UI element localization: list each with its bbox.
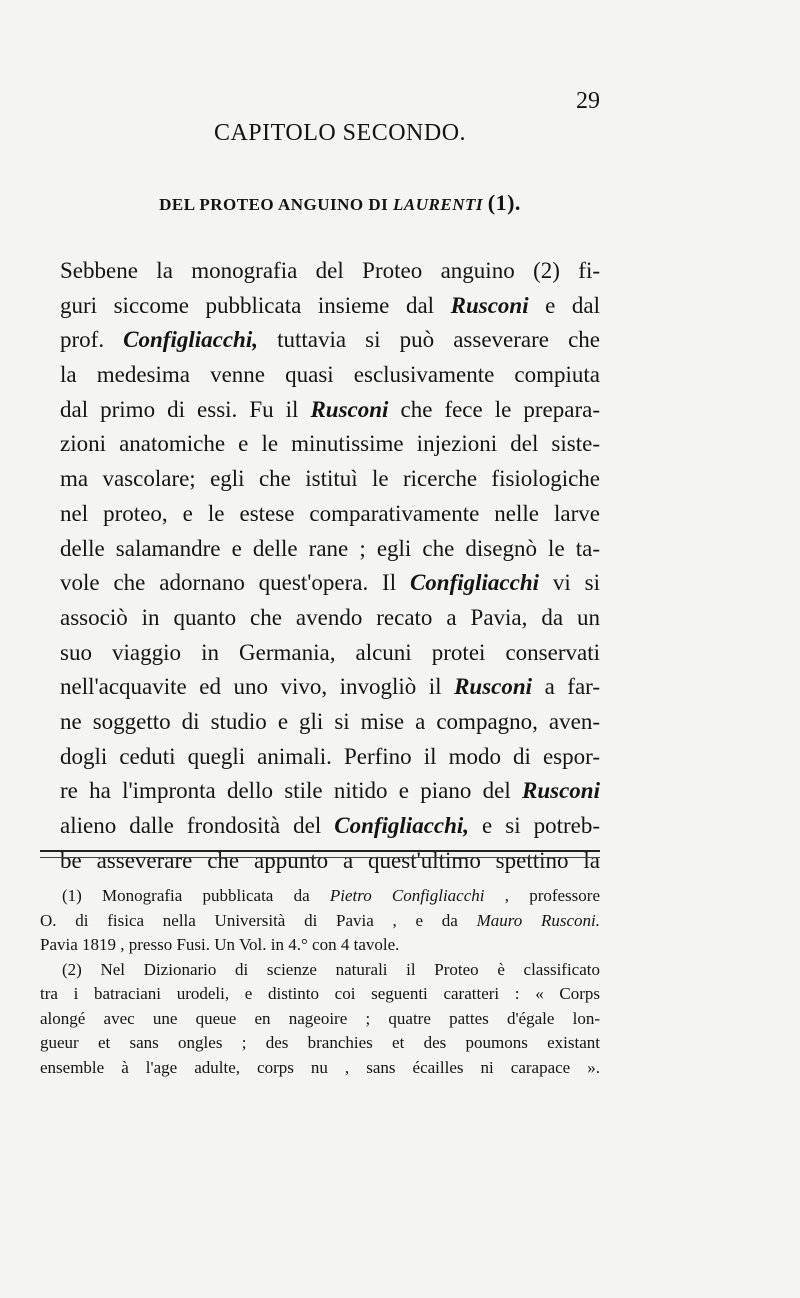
section-title-note-mark: (1).: [487, 190, 521, 215]
text-run: alieno dalle frondosità del: [60, 813, 335, 838]
text-run: e dal: [528, 292, 601, 318]
emphasized-text: Pietro Configliacchi: [329, 886, 485, 905]
body-line: [60, 566, 600, 601]
text-run: dogli ceduti quegli animali. Perfino il modo di espor-: [60, 743, 600, 769]
emphasized-text: Configliacchi,: [334, 813, 470, 838]
footnotes: [40, 884, 600, 1080]
emphasized-text: Rusconi: [310, 396, 389, 422]
footnote-line: [40, 909, 600, 934]
section-title-prefix: DEL PROTEO ANGUINO DI: [159, 195, 389, 214]
emphasized-text: Rusconi: [454, 674, 533, 700]
page-number: 29: [576, 88, 600, 114]
body-line: [60, 601, 600, 636]
text-run: Sebbene la monografia del Proteo anguino (2) fi-: [60, 258, 600, 283]
body-line: [60, 393, 600, 428]
body-line: [60, 670, 600, 705]
body-line: [60, 427, 600, 462]
body-line: [60, 740, 600, 775]
body-line: [60, 462, 600, 497]
text-run: alongé avec une queue en nageoire ; quatre pattes d'égale lon-: [40, 1008, 600, 1028]
footnote-line: [40, 933, 600, 958]
text-run: O. di fisica nella Università di Pavia , e da: [40, 910, 477, 930]
emphasized-text: Rusconi: [522, 778, 600, 804]
text-run: nel proteo, e le estese comparativamente nelle larve: [60, 500, 600, 526]
footnote-line: [40, 982, 600, 1007]
footnote: [40, 958, 600, 1081]
text-run: vole che adornano quest'opera. Il: [60, 570, 410, 596]
text-run: delle salamandre e delle rane ; egli che disegnò le ta-: [60, 535, 600, 561]
text-run: be asseverare che appunto a quest'ultimo spettino la: [60, 847, 600, 873]
footnote-divider: [40, 850, 600, 852]
emphasized-text: Mauro Rusconi.: [476, 910, 600, 930]
text-run: che fece le prepara-: [388, 396, 601, 422]
footnote-line: [40, 958, 600, 983]
text-run: (2) Nel Dizionario di scienze naturali il Proteo è classificato: [62, 959, 600, 979]
text-run: dal primo di essi. Fu il: [60, 396, 311, 422]
footnote: [40, 884, 600, 958]
text-run: re ha l'impronta dello stile nitido e piano del: [60, 778, 523, 804]
body-line: [60, 323, 600, 358]
text-run: Pavia 1819 , presso Fusi. Un Vol. in 4.° con 4 tavole.: [40, 935, 400, 954]
body-line: [60, 774, 600, 809]
footnote-line: [40, 1056, 600, 1081]
body-line: [60, 532, 600, 567]
text-run: zioni anatomiche e le minutissime injezioni del siste-: [60, 431, 600, 457]
body-line: [60, 497, 600, 532]
text-run: suo viaggio in Germania, alcuni protei conservati: [60, 639, 600, 665]
text-run: (1) Monografia pubblicata da: [62, 886, 330, 905]
body-line: [60, 254, 600, 289]
text-run: e si potreb-: [469, 813, 600, 838]
body-line: [60, 705, 600, 740]
body-line: [60, 636, 600, 671]
body-text: [60, 254, 600, 878]
text-run: tuttavia si può asseverare che: [257, 327, 600, 353]
section-title-name: LAURENTI: [393, 195, 483, 214]
text-run: ma vascolare; egli che istituì le ricerche fisiologiche: [60, 466, 600, 492]
chapter-title: CAPITOLO SECONDO.: [213, 120, 467, 146]
text-run: a far-: [532, 674, 601, 700]
text-run: gueur et sans ongles ; des branchies et des poumons existant: [40, 1033, 600, 1052]
emphasized-text: Rusconi: [450, 292, 529, 318]
footnote-line: [40, 884, 600, 909]
text-run: , professore: [484, 886, 600, 905]
footnote-divider-thin: [40, 857, 600, 858]
text-run: tra i batraciani urodeli, e distinto coi seguenti caratteri : « Corps: [40, 984, 600, 1003]
body-line: [60, 809, 600, 844]
text-run: vi si: [539, 570, 600, 596]
footnote-line: [40, 1007, 600, 1032]
text-run: prof.: [60, 327, 124, 353]
emphasized-text: Configliacchi: [409, 570, 540, 596]
text-run: associò in quanto che avendo recato a Pavia, da un: [60, 604, 600, 630]
body-line: [60, 289, 600, 324]
text-run: nell'acquavite ed uno vivo, invogliò il: [60, 674, 455, 700]
text-run: la medesima venne quasi esclusivamente compiuta: [60, 362, 600, 388]
section-title: [60, 190, 620, 216]
text-run: guri siccome pubblicata insieme dal: [60, 292, 451, 318]
body-line: [60, 844, 600, 879]
emphasized-text: Configliacchi,: [123, 327, 258, 353]
text-run: ne soggetto di studio e gli si mise a compagno, aven-: [60, 708, 600, 734]
body-line: [60, 358, 600, 393]
footnote-line: [40, 1031, 600, 1056]
text-run: ensemble à l'age adulte, corps nu , sans écailles ni carapace ».: [40, 1057, 600, 1077]
